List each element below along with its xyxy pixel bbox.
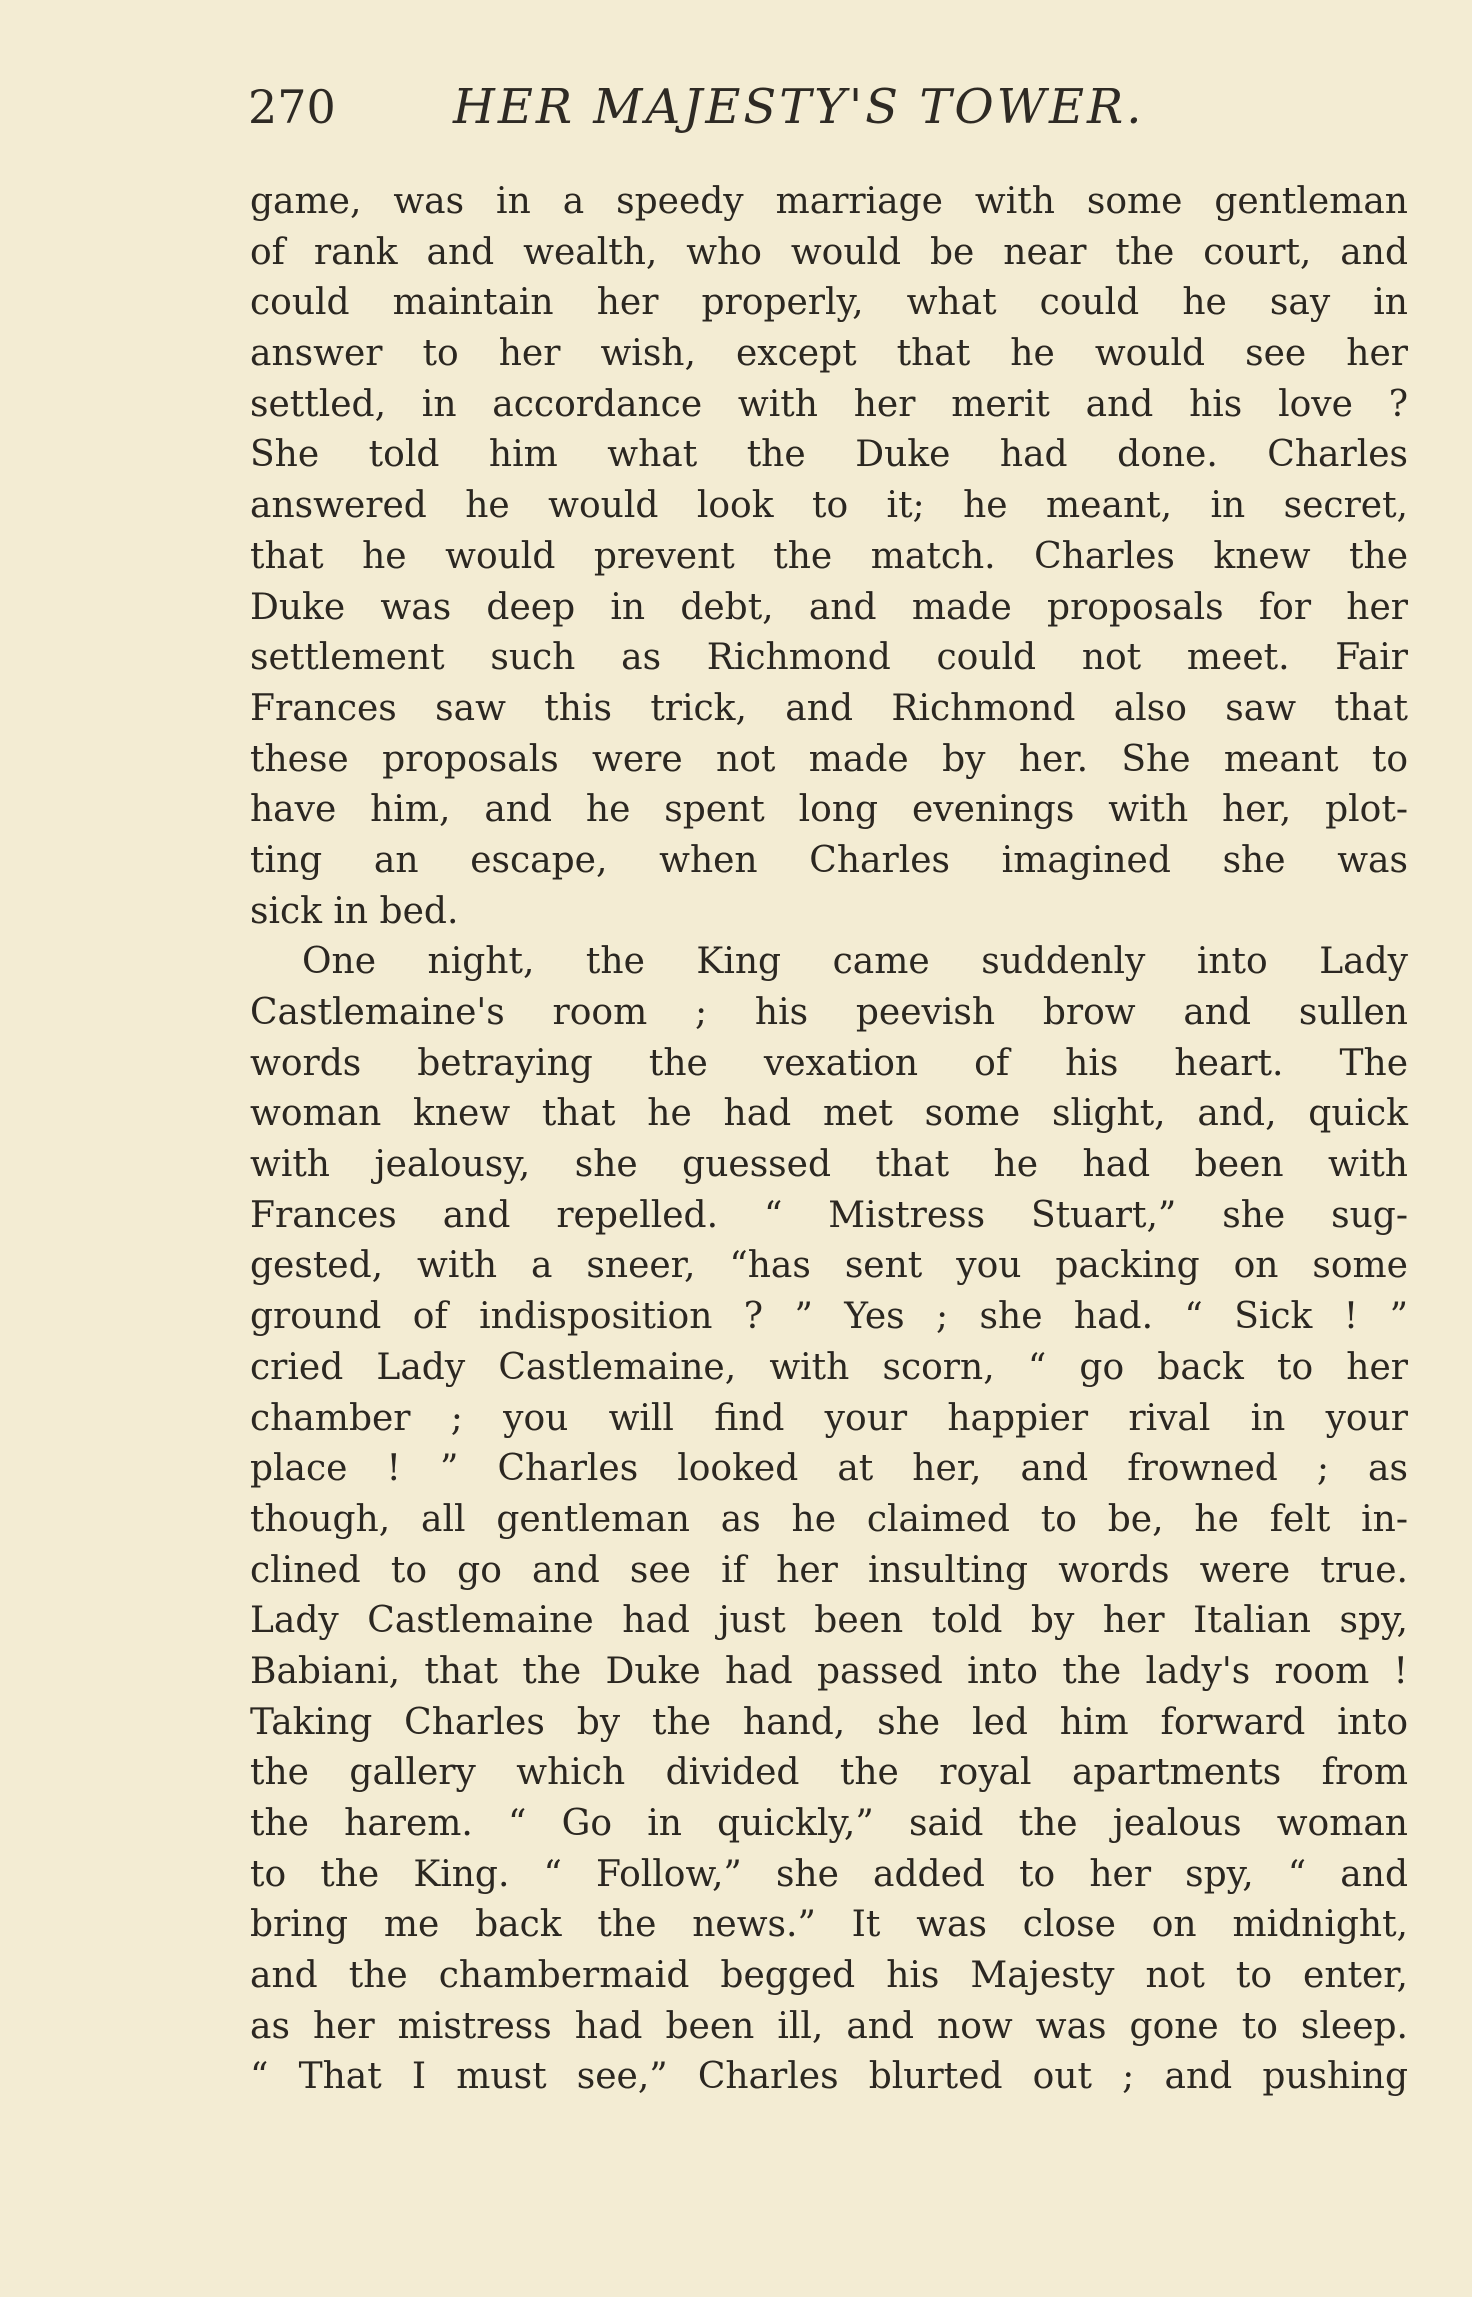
text-line: of rank and wealth, who would be near the court, and xyxy=(250,231,1408,273)
text-line: woman knew that he had met some slight, and, quick xyxy=(250,1093,1408,1135)
text-line: One night, the King came suddenly into Lady xyxy=(302,941,1408,983)
text-line: clined to go and see if her insulting words were true. xyxy=(250,1549,1408,1591)
text-line: Castlemaine's room ; his peevish brow and sullen xyxy=(250,992,1408,1033)
running-head xyxy=(248,72,1408,142)
text-line: game, was in a speedy marriage with some gentleman xyxy=(250,181,1408,222)
text-line: to the King. “ Follow,” she added to her spy, “ and xyxy=(250,1853,1408,1895)
text-line: ting an escape, when Charles imagined she was xyxy=(250,839,1408,881)
text-line: bring me back the news.” It was close on midnight, xyxy=(250,1904,1408,1946)
running-title: HER MAJESTY'S TOWER. xyxy=(453,79,1145,135)
text-line: with jealousy, she guessed that he had been with xyxy=(250,1144,1408,1186)
text-line: Babiani, that the Duke had passed into the lady's room ! xyxy=(250,1650,1408,1692)
text-line: Frances and repelled. “ Mistress Stuart,” she sug- xyxy=(250,1194,1408,1236)
text-line: the harem. “ Go in quickly,” said the jealous woman xyxy=(250,1803,1408,1844)
text-line: settled, in accordance with her merit and his love ? xyxy=(250,383,1408,425)
text-line: sick in bed. xyxy=(250,890,459,932)
page-number: 270 xyxy=(248,80,336,134)
text-line: place ! ” Charles looked at her, and frowned ; as xyxy=(250,1448,1408,1490)
text-line: gested, with a sneer, “has sent you packing on some xyxy=(250,1245,1408,1287)
text-line: Lady Castlemaine had just been told by her Italian spy, xyxy=(250,1600,1408,1642)
text-line: settlement such as Richmond could not meet. Fair xyxy=(250,637,1408,679)
text-line: words betraying the vexation of his heart. The xyxy=(250,1042,1408,1084)
text-line: have him, and he spent long evenings with her, plot- xyxy=(250,789,1408,831)
text-line: and the chambermaid begged his Majesty not to enter, xyxy=(250,1955,1408,1997)
text-line: could maintain her properly, what could he say in xyxy=(250,282,1408,324)
text-line: Taking Charles by the hand, she led him forward into xyxy=(250,1701,1408,1743)
text-line: Frances saw this trick, and Richmond also saw that xyxy=(250,687,1408,729)
text-line: chamber ; you will find your happier rival in your xyxy=(250,1397,1408,1439)
text-line: that he would prevent the match. Charles knew the xyxy=(250,535,1408,577)
text-line: ground of indisposition ? ” Yes ; she had. “ Sick ! ” xyxy=(250,1296,1408,1338)
text-line: answer to her wish, except that he would see her xyxy=(250,333,1408,375)
text-line: “ That I must see,” Charles blurted out ; and pushing xyxy=(250,2056,1408,2098)
text-line: Duke was deep in debt, and made proposals for her xyxy=(250,586,1408,628)
text-line: answered he would look to it; he meant, in secret, xyxy=(250,485,1408,527)
text-line: cried Lady Castlemaine, with scorn, “ go back to her xyxy=(250,1346,1408,1388)
text-line: as her mistress had been ill, and now was gone to sleep. xyxy=(250,2005,1408,2047)
body-text xyxy=(250,177,1408,2103)
text-line: the gallery which divided the royal apartments from xyxy=(250,1752,1408,1794)
text-line: though, all gentleman as he claimed to be, he felt in- xyxy=(250,1498,1408,1540)
text-line: these proposals were not made by her. She meant to xyxy=(250,738,1408,780)
text-line: She told him what the Duke had done. Charles xyxy=(250,434,1408,476)
